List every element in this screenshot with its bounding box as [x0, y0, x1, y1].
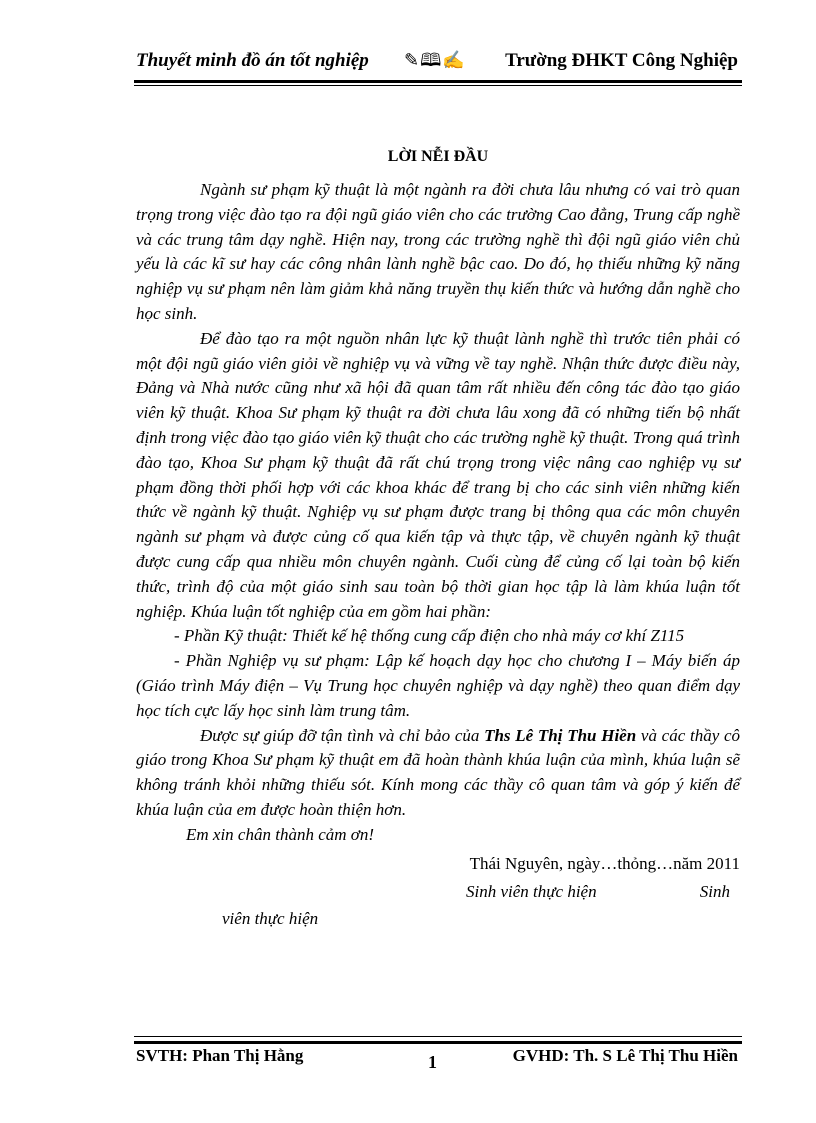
signature-label-wrap: Sinh	[699, 882, 730, 902]
footer-rule-thin	[134, 1036, 742, 1037]
date-line: Thái Nguyên, ngày…thỏng…năm 2011	[469, 853, 740, 873]
thanks-line: Em xin chân thành cảm ơn!	[186, 824, 375, 844]
list-item-technical: - Phần Kỹ thuật: Thiết kế hệ thống cung cấp điện cho nhà máy cơ khí Z115	[174, 626, 685, 646]
signature-label-continued: viên thực hiện	[222, 909, 319, 929]
page-number: 1	[428, 1052, 437, 1072]
signature-label: Sinh viên thực hiện	[466, 882, 597, 902]
page-header	[136, 48, 740, 78]
header-rule-thick	[134, 80, 742, 83]
footer-advisor: GVHD: Th. S Lê Thị Thu Hiền	[512, 1046, 738, 1065]
book-ornament-icon: ✎🕮✍	[404, 50, 466, 70]
paragraph-3-end: và các thầy cô giáo trong Khoa Sư phạm kỹ thuật em đã hoàn thành khúa luận của mình, khúa luận sẽ không tránh khỏi những thiếu sót. Kính mong các thầy cô quan tâm và góp ý kiến để khúa luận của em được hoàn thiện hơn.	[136, 725, 741, 819]
paragraph-2: Để đào tạo ra một nguồn nhân lực kỹ thuật lành nghề thì trước tiên phải có một đội ngũ giáo viên giỏi về nghiệp vụ và vững về tay nghề. Nhận thức được điều này, Đảng và Nhà nước cũng như xã hội đã quan tâm rất nhiều đến công tác đào tạo giáo viên kỹ thuật. Khoa Sư phạm kỹ thuật ra đời chưa lâu xong đã có những tiến bộ nhất định trong việc đào tạo giáo viên kỹ thuật cho các trường nghề kỹ thuật. Trong quá trình đào tạo, Khoa Sư phạm kỹ thuật đã rất chú trọng trong việc nâng cao nghiệp vụ sư phạm đồng thời phối hợp với các khoa khác để trang bị cho các sinh viên những kiến thức về ngành kỹ thuật. Nghiệp vụ sư phạm được trang bị thông qua các môn chuyên ngành sư phạm và được củng cố qua kiến tập và thực tập, về chuyên ngành kỹ thuật được cung cấp qua nhiều môn chuyên ngành. Cuối cùng để củng cố lại toàn bộ kiến thức, trình độ của một giáo sinh sau toàn bộ thời gian học tập là làm khúa luận tốt nghiệp. Khúa luận tốt nghiệp của em gồm hai phần:	[136, 328, 740, 621]
header-school-name: Trường ĐHKT Công Nghiệp	[505, 50, 738, 71]
paragraph-1: Ngành sư phạm kỹ thuật là một ngành ra đời chưa lâu nhưng có vai trò quan trọng trong việc đào tạo ra đội ngũ giáo viên cho các trường Cao đẳng, Trung cấp nghề và các trung tâm dạy nghề. Hiện nay, trong các trường nghề thì đội ngũ giáo viên chủ yếu là các kĩ sư hay các công nhân lành nghề bậc cao. Do đó, họ thiếu những kỹ năng nghiệp vụ sư phạm nên làm giảm khả năng truyền thụ kiến thức và hướng dẫn nghề cho học sinh.	[136, 180, 740, 323]
footer-student: SVTH: Phan Thị Hằng	[136, 1046, 304, 1065]
header-rule-thin	[134, 85, 742, 86]
document-body	[136, 178, 740, 932]
signature-line	[136, 880, 740, 905]
list-item-pedagogy: - Phần Nghiệp vụ sư phạm: Lập kế hoạch dạy học cho chương I – Máy biến áp (Giáo trình Máy điện – Vụ Trung học chuyên nghiệp và dạy nghề) theo quan điểm dạy học tích cực lấy học sinh làm trung tâm.	[136, 651, 740, 720]
paragraph-3	[136, 724, 740, 823]
page-title: LỜI NỄI ĐẦU	[387, 148, 489, 165]
paragraph-3-start: Được sự giúp đỡ tận tình và chỉ bảo của	[200, 725, 485, 745]
footer-rule-thick	[134, 1041, 742, 1044]
advisor-name: Ths Lê Thị Thu Hiền	[484, 725, 637, 745]
header-doc-title: Thuyết minh đồ án tốt nghiệp	[136, 50, 369, 71]
page-footer	[136, 1046, 740, 1076]
